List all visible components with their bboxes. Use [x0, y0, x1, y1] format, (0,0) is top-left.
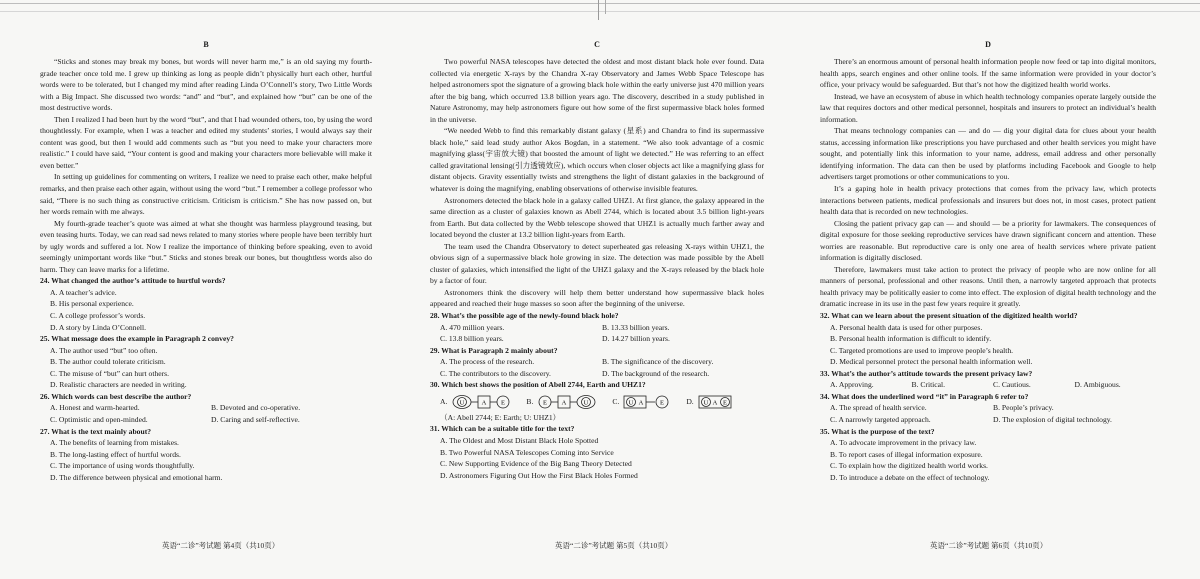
option: C. A narrowly targeted approach.: [830, 414, 931, 424]
paragraph: It’s a gaping hole in health privacy protections that comes from the privacy law, which protects interactions between patients, medical professionals and insurers but does not, in most cases, protect patient health data that is recorded on new technologies.: [820, 184, 1156, 217]
passage-b: [40, 40, 372, 483]
option-row: [820, 414, 1156, 426]
option: D. Ambiguous.: [1074, 380, 1121, 390]
option-label: A.: [440, 397, 448, 407]
option: B. To report cases of illegal information exposure.: [830, 449, 983, 459]
diagram-b: [536, 394, 598, 410]
question-34: 34. What does the underlined word “it” in Paragraph 6 refer to?: [820, 391, 1029, 401]
option: C. The contributors to the discovery.: [440, 368, 551, 378]
option: D. 14.27 billion years.: [602, 334, 670, 344]
option: A. The spread of health service.: [830, 403, 927, 413]
label-e: E: [722, 399, 727, 407]
option: A. Honest and warm-hearted.: [50, 403, 140, 413]
option: A. The Oldest and Most Distant Black Hole Spotted: [440, 435, 599, 445]
diagram-c: [622, 394, 672, 410]
option: A. The benefits of learning from mistakes.: [50, 438, 179, 448]
page-footer: 英语“二诊”考试题 第6页（共10页）: [930, 541, 1048, 550]
option: B. The long-lasting effect of hurtful words.: [50, 449, 181, 459]
paragraph: My fourth-grade teacher’s quote was aimed at what she thought was harmless playground teasing, but even teasing hurts. Today, we can read sad news related to many stories where people have been terribly hurt by ugly words and suffered a lot. Now I realize the importance of thinking before speaking, even to avoid seemingly unimportant words like “but.” Sticks and stones break our bones, but thoughtless words also do harm. They can leave marks for a lifetime.: [40, 218, 372, 274]
question-25: 25. What message does the example in Paragraph 2 convey?: [40, 334, 234, 344]
diagram-option: [686, 394, 746, 410]
fold-mark: [598, 0, 599, 20]
option-row: [40, 402, 372, 414]
option-row: [430, 368, 764, 380]
diagram-a: [450, 394, 512, 410]
option: A. Approving.: [830, 380, 874, 390]
option: A. Personal health data is used for other purposes.: [830, 322, 983, 332]
paragraph: Therefore, lawmakers must take action to protect the privacy of people who are now online for all manners of personal, professional and other reasons. Until then, a narrowly targeted approach that protects health privacy may be politically easier to come into effect. The explosion of digital health technology and the dramatic increase in its use in the past few years require it greatly.: [820, 264, 1156, 309]
paragraph: Two powerful NASA telescopes have detected the oldest and most distant black hole ever found. Data collected via energetic X-rays by the Chandra X-ray Observatory and James Webb Space Telescope has helped astronomers spot the signature of a growing black hole within the early universe just 470 million years after the big bang, which occurred 13.8 billion years ago. The discovery, described in a study published in Nature Astronomy, may help astronomers figure out how some of the first supermassive black holes formed in the universe.: [430, 57, 764, 124]
page-footer: 英语“二诊”考试题 第4页（共10页）: [162, 541, 280, 550]
question-32: 32. What can we learn about the present situation of the digitized health world?: [820, 311, 1078, 321]
option: C. The importance of using words thoughtfully.: [50, 461, 195, 471]
option: D. Realistic characters are needed in writing.: [50, 380, 187, 390]
question-29: 29. What is Paragraph 2 mainly about?: [430, 345, 558, 355]
paragraph: Astronomers detected the black hole in a galaxy called UHZ1. At first glance, the galaxy appeared in the same direction as a cluster of galaxies known as Abell 2744, which is located about 3.5 billion light-years from Earth. But data collected by the Webb telescope showed that UHZ1 is actually much farther away and located beyond the cluster at 13.2 billion light-years from Earth.: [430, 195, 764, 240]
paragraph: In setting up guidelines for commenting on writers, I realize we need to praise each other, make helpful remarks, and then praise each other again, without using the word “but.” I remember a college professor who said, “There is no such thing as constructive criticism. Criticism is criticism.” She has now passed on, but her words remain with me always.: [40, 172, 372, 217]
option: D. Astronomers Figuring Out How the First Black Holes Formed: [440, 470, 638, 480]
position-diagrams: [430, 393, 764, 411]
label-a: A: [712, 399, 718, 407]
option-row: [40, 414, 372, 426]
label-e: E: [660, 399, 665, 407]
passage-letter: D: [985, 40, 991, 49]
option: A. The author used “but” too often.: [50, 345, 158, 355]
diagram-option: [612, 394, 672, 410]
question-31: 31. Which can be a suitable title for the text?: [430, 424, 575, 434]
label-u: U: [703, 399, 709, 407]
top-border-inner: [0, 11, 1200, 12]
label-a: A: [638, 399, 644, 407]
option: A. The process of the research.: [440, 357, 535, 367]
option: C. The misuse of “but” can hurt others.: [50, 368, 170, 378]
paragraph: “Sticks and stones may break my bones, but words will never harm me,” is an old saying my fourth-grade teacher once told me. I grew up thinking as long as people didn’t physically hurt each other, hurtful words were to be tolerated, but I changed my mind after reading Linda O’Connell’s story, Two Little Words with a Big Impact. She discussed two words: “and” and “but”, and explained how “but” can be one of the most destructive words.: [40, 57, 372, 113]
paragraph: There’s an enormous amount of personal health information people now feed or tap into digital monitors, health apps, search engines and other online tools. If the same information were provided in your doctor’s office, your privacy would be safeguarded. But that’s not how the digitized health world works.: [820, 57, 1156, 90]
paragraph: “We needed Webb to find this remarkably distant galaxy (星系) and Chandra to find its supermassive black hole,” said lead study author Akos Bogdan, in a statement. “We also took advantage of a cosmic magnifying glass(宇宙放大镜) that boosted the amount of light we detected.” He was referring to an effect called gravitational lensing(引力透镜效应), which occurs when closer objects act like a magnifying glass for distant objects. Gravity essentially twists and strengthens the light of distant galaxies in the background of whatever is doing the magnifying, enabling observations of otherwise invisible features.: [430, 126, 764, 194]
passage-c: [430, 40, 764, 481]
paragraph: Astronomers think the discovery will help them better understand how supermassive black holes appeared and reached their huge masses so soon after the beginning of the universe.: [430, 287, 764, 309]
top-border: [0, 3, 1200, 4]
option: B. Critical.: [911, 380, 946, 390]
option: B. People’s privacy.: [993, 403, 1054, 413]
label-u: U: [628, 399, 634, 407]
option: C. New Supporting Evidence of the Big Bang Theory Detected: [440, 459, 632, 469]
option: D. Medical personnel protect the personal health information well.: [830, 357, 1033, 367]
option: A. A teacher’s advice.: [50, 287, 117, 297]
option: C. 13.8 billion years.: [440, 334, 504, 344]
option: B. Devoted and co-operative.: [211, 403, 301, 413]
question-35: 35. What is the purpose of the text?: [820, 426, 935, 436]
passage-letter: B: [203, 40, 209, 49]
page-footer: 英语“二诊”考试题 第5页（共10页）: [555, 541, 673, 550]
option-row: [430, 356, 764, 368]
option: B. His personal experience.: [50, 299, 134, 309]
option-row: [820, 402, 1156, 414]
option: C. Targeted promotions are used to improve people’s health.: [830, 345, 1014, 355]
option-row: [820, 379, 1156, 391]
option: D. To introduce a debate on the effect of technology.: [830, 472, 990, 482]
question-30: 30. Which best shows the position of Abell 2744, Earth and UHZ1?: [430, 380, 646, 390]
option: C. Optimistic and open-minded.: [50, 414, 148, 424]
label-u: U: [460, 399, 465, 407]
question-27: 27. What is the text mainly about?: [40, 426, 152, 436]
label-e: E: [501, 399, 506, 407]
diagram-option: [440, 394, 512, 410]
paragraph: Closing the patient privacy gap can — and should — be a priority for lawmakers. The consequences of digital exposure for those seeking reproductive services have drawn significant concern and attention. These worries are reasonable. But reproductive care is only one area of health services where private patient information is digitally disclosed.: [820, 218, 1156, 263]
option-row: [430, 322, 764, 334]
option: C. Cautious.: [993, 380, 1031, 390]
passage-d: [820, 40, 1156, 483]
label-a: A: [562, 399, 567, 407]
diagram-legend: （A: Abell 2744; E: Earth; U: UHZ1）: [440, 412, 561, 422]
option: D. The explosion of digital technology.: [993, 414, 1112, 424]
question-33: 33. What’s the author’s attitude towards the present privacy law?: [820, 368, 1033, 378]
option: B. Personal health information is difficult to identify.: [830, 334, 992, 344]
option-row: [430, 333, 764, 345]
option: A. 470 million years.: [440, 322, 505, 332]
diagram-option: [526, 394, 598, 410]
option: B. Two Powerful NASA Telescopes Coming into Service: [440, 447, 614, 457]
fold-mark-2: [605, 0, 606, 14]
option: C. A college professor’s words.: [50, 311, 146, 321]
option: D. A story by Linda O’Connell.: [50, 322, 146, 332]
passage-letter: C: [594, 40, 600, 49]
option-label: D.: [686, 397, 694, 407]
option: B. The author could tolerate criticism.: [50, 357, 166, 367]
question-28: 28. What’s the possible age of the newly-found black hole?: [430, 311, 619, 321]
option-label: C.: [612, 397, 620, 407]
label-u: U: [584, 399, 589, 407]
label-e: E: [543, 399, 548, 407]
paragraph: The team used the Chandra Observatory to detect superheated gas releasing X-rays within UHZ1, the obvious sign of a supermassive black hole growing in size. The detection was made possible by the Abell cluster of galaxies, which intensified the light of the UHZ1 galaxy and the X-rays released by the black hole by a factor of four.: [430, 241, 764, 286]
option-label: B.: [526, 397, 534, 407]
option: D. The difference between physical and emotional harm.: [50, 472, 223, 482]
label-a: A: [482, 399, 487, 407]
option: D. The background of the research.: [602, 368, 710, 378]
paragraph: Instead, we have an ecosystem of abuse in which health technology companies operate largely outside the law that requires doctors and other medical personnel, hospitals and insurers to protect an individual’s health information.: [820, 91, 1156, 124]
diagram-d: [697, 394, 747, 410]
option: D. Caring and self-reflective.: [211, 414, 300, 424]
option: C. To explain how the digitized health world works.: [830, 461, 988, 471]
option: A. To advocate improvement in the privacy law.: [830, 438, 977, 448]
question-24: 24. What changed the author’s attitude to hurtful words?: [40, 276, 226, 286]
option: B. The significance of the discovery.: [602, 357, 714, 367]
paragraph: That means technology companies can — and do — dig your digital data for clues about your health status, accessing information like prescriptions you have purchased and other health services you might have sought, and potentially link this information to your name, address, email address and other personally identifying information. The data can then be used by platforms including Facebook and Google to help advertisers target promotions or other communications to you.: [820, 126, 1156, 182]
option: B. 13.33 billion years.: [602, 322, 670, 332]
question-26: 26. Which words can best describe the author?: [40, 391, 192, 401]
paragraph: Then I realized I had been hurt by the word “but”, and that I had wounded others, too, by using the word thoughtlessly. For example, when I was a teacher and edited my students’ stories, I would always say their content was good, but then I would add comments such as “but you need to make your characters more realistic.” I could have said, “Your content is good and making your characters more believable will make it even better.”: [40, 114, 372, 170]
